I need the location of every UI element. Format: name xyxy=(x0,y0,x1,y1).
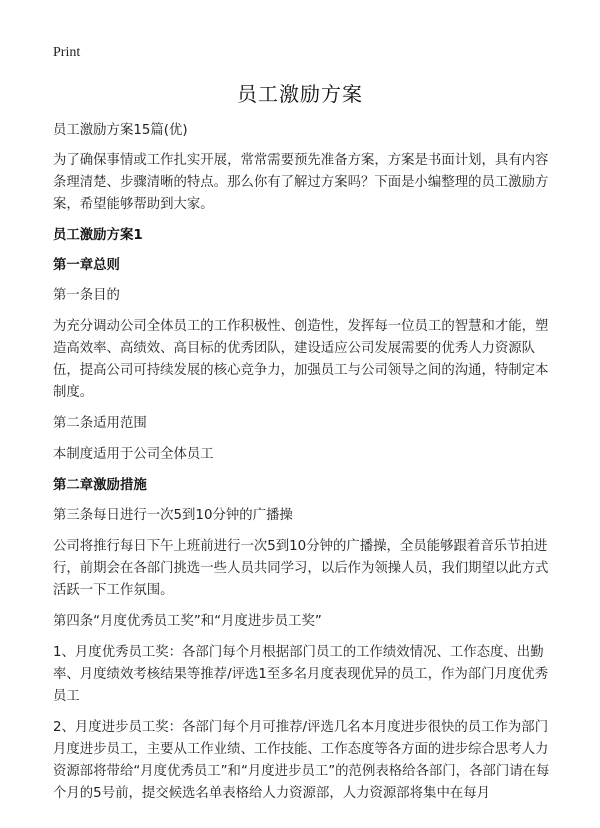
intro-paragraph: 为了确保事情或工作扎实开展，常常需要预先准备方案，方案是书面计划，具有内容条理清楚、步骤清晰的特点。那么你有了解过方案吗？下面是小编整理的员工激励方案，希望能够帮助到大家。 xyxy=(53,153,549,212)
article-4-item-2: 2、月度进步员工奖：各部门每个月可推荐/评选几名本月度进步很快的员工作为部门月度进步员工，主要从工作业绩、工作技能、工作态度等各方面的进步综合思考人力资源部将带给“月度优秀员工”和“月度进步员工”的范例表格给各部门，各部门请在每个月的5号前，提交候选名单表格给人力资源部，人力资源部将集中在每月 xyxy=(53,720,550,801)
article-1-title: 第一条目的 xyxy=(53,288,120,303)
article-3-text: 公司将推行每日下午上班前进行一次5到10分钟的广播操，全员能够跟着音乐节拍进行，前期会在各部门挑选一些人员共同学习，以后作为领操人员，我们期望以此方式活跃一下工作氛围。 xyxy=(53,539,549,598)
section-heading-1: 员工激励方案1 xyxy=(53,228,143,243)
article-1-text: 为充分调动公司全体员工的工作积极性、创造性，发挥每一位员工的智慧和才能，塑造高效率、高绩效、高目标的优秀团队，建设适应公司发展需要的优秀人力资源队伍，提高公司可持续发展的核心竞争力，加强员工与公司领导之间的沟通，特制定本制度。 xyxy=(53,319,549,400)
article-2-text: 本制度适用于公司全体员工 xyxy=(53,447,214,462)
chapter-heading-2: 第二章激励措施 xyxy=(53,478,147,493)
article-4-title: 第四条“月度优秀员工奖”和“月度进步员工奖” xyxy=(53,614,322,629)
article-3-title: 第三条每日进行一次5到10分钟的广播操 xyxy=(53,508,293,523)
article-4-item-1: 1、月度优秀员工奖：各部门每个月根据部门员工的工作绩效情况、工作态度、出勤率、月度绩效考核结果等推荐/评选1至多名月度表现优异的员工，作为部门月度优秀员工 xyxy=(53,645,549,704)
doc-subtitle: 员工激励方案15篇(优) xyxy=(53,123,188,138)
print-link[interactable]: Print xyxy=(53,45,81,60)
document-body xyxy=(53,120,558,814)
article-2-title: 第二条适用范围 xyxy=(53,416,147,431)
page-title: 员工激励方案 xyxy=(237,82,363,106)
chapter-heading-1: 第一章总则 xyxy=(53,258,120,273)
